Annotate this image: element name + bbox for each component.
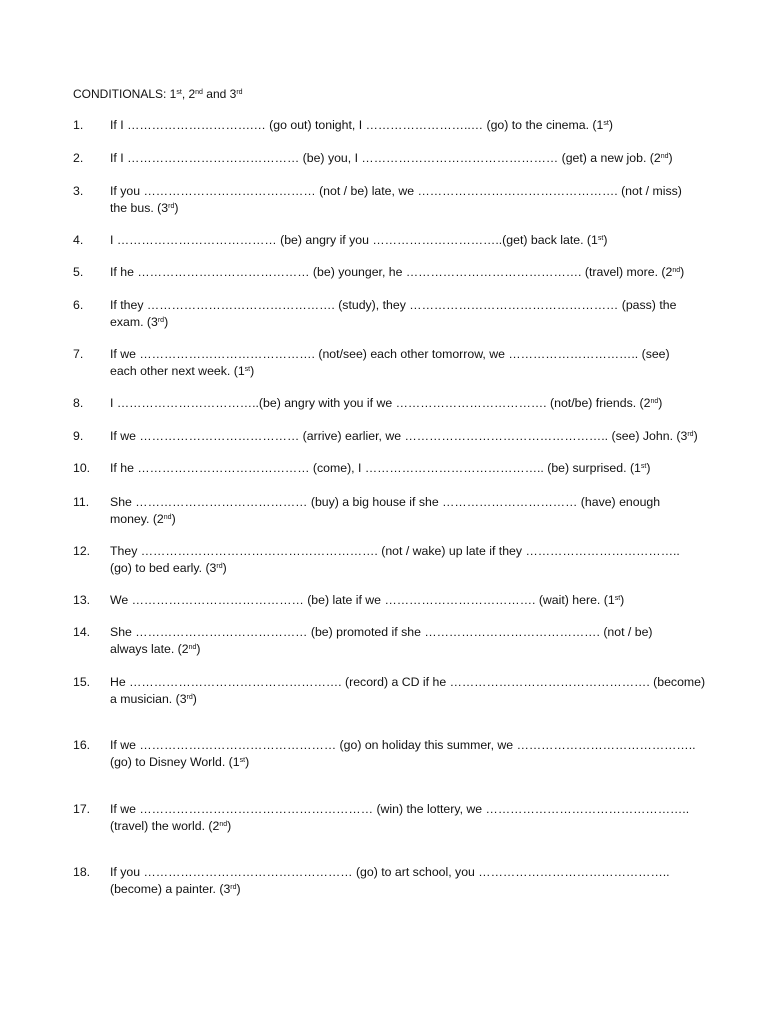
exercise-line1-text: I ………………………………… (be) angry if you …………………………..(get) back late. (1 [110,233,598,247]
exercise-sentence [110,592,670,609]
exercise-line1-conditional-type: st [603,120,609,127]
exercise-number: 18. [73,865,91,879]
exercise-sentence [110,674,706,707]
exercise-line2-close-paren: ) [164,314,169,329]
exercise-sentence [110,494,670,527]
exercise-line2 [110,881,670,898]
exercise-line1 [110,737,696,754]
exercise-sentence [110,428,698,445]
exercise-sentence [110,737,696,770]
exercise-line2-close-paren: ) [171,511,176,526]
exercise-sentence [110,460,670,477]
exercise-line1 [110,232,670,249]
exercise-line1-conditional-type: st [614,595,621,602]
exercise-sentence [110,117,670,134]
exercise-line1-text: They …………………………………………………. (not / wake) up late if they ……………………………….. [110,544,680,558]
exercise-line2 [110,818,670,835]
exercise-number: 1. [73,118,84,132]
exercise-line2-conditional-type: rd [216,562,223,570]
exercise-sentence [110,864,670,897]
exercise-line2-text: the bus. (3 [110,200,169,215]
exercise-number: 3. [73,184,84,198]
exercise-line1 [110,864,670,881]
exercise-line2-conditional-type: nd [219,820,228,828]
exercise-line2-close-paren: ) [236,881,241,896]
exercise-line1-close-paren: ) [658,396,663,410]
exercise-line2-close-paren: ) [245,754,250,769]
exercise-number: 12. [73,544,91,558]
exercise-line1-close-paren: ) [668,151,673,165]
exercise-line1-text: She …………………………………… (be) promoted if she ……………………………………. (not / be) [110,625,653,639]
exercise-line2-text: (go) to bed early. (3 [110,560,217,575]
exercise-line2 [110,641,670,658]
exercise-line2-text: (go) to Disney World. (1 [110,754,240,769]
exercise-number: 10. [73,461,91,475]
exercise-line2-text: exam. (3 [110,314,158,329]
exercise-line2 [110,314,670,331]
exercise-line1 [110,297,677,314]
title-text-mid-2: and 3 [202,87,237,101]
exercise-line2 [110,363,670,380]
exercise-sentence [110,624,670,657]
exercise-number: 6. [73,298,84,312]
exercise-line1 [110,183,682,200]
exercise-number: 14. [73,625,91,639]
exercise-line2-text: each other next week. (1 [110,363,245,378]
exercise-line1 [110,150,673,167]
exercise-line1 [110,674,706,691]
exercise-sentence [110,543,680,576]
exercise-sentence [110,395,670,412]
exercise-line2-text: a musician. (3 [110,691,187,706]
exercise-line1 [110,460,670,477]
exercise-line1-text: If he …………………………………… (come), I …………………………………….. (be) surprised. (1 [110,461,641,475]
exercise-line1-text: If we ……………………………………. (not/see) each other tomorrow, we ………………………….. (see) [110,347,670,361]
exercise-line1-close-paren: ) [693,429,698,443]
exercise-line2-conditional-type: rd [168,202,175,210]
exercise-number: 7. [73,347,84,361]
exercise-line1 [110,624,670,641]
exercise-line2-text: always late. (2 [110,641,189,656]
exercise-line1 [110,801,690,818]
exercise-line1-text: If I ………………………….… (go out) tonight, I ……………………..… (go) to the cinema. (1 [110,118,604,132]
exercise-number: 16. [73,738,91,752]
exercise-line2-conditional-type: st [244,365,251,373]
exercise-line1-text: If I …………………………………… (be) you, I ………………………………………… (get) a new job. (2 [110,151,661,165]
exercise-line1-conditional-type: st [640,463,647,470]
exercise-line1 [110,395,670,412]
exercise-sentence [110,150,673,167]
exercise-line1-text: If we ………………………………… (arrive) earlier, we ………………………………………….. (see) John. (3 [110,429,688,443]
exercise-line2 [110,754,670,771]
exercise-line2-conditional-type: rd [230,883,237,891]
exercise-sentence [110,297,677,330]
exercise-sentence [110,232,670,249]
exercise-line2-conditional-type: rd [157,316,165,324]
exercise-line2-conditional-type: nd [188,643,197,651]
title-sup-3: rd [236,89,243,96]
exercise-number: 11. [73,495,90,509]
exercise-sentence [110,346,670,379]
exercise-line2 [110,200,670,217]
exercise-line1-text: I ……………………………..(be) angry with you if we ………………………………. (not/be) friends. (2 [110,396,651,410]
exercise-line1-close-paren: ) [680,265,685,279]
exercise-line1-close-paren: ) [603,233,608,247]
exercise-line1-conditional-type: st [597,235,604,242]
exercise-number: 17. [73,802,91,816]
exercise-sentence [110,183,682,216]
exercise-line1-close-paren: ) [620,593,625,607]
exercise-line1 [110,117,670,134]
title-sup-1: st [176,89,182,96]
exercise-line1-conditional-type: rd [687,431,694,438]
exercise-line1-conditional-type: nd [660,153,669,160]
exercise-line1-text: If we ………………………………………………… (win) the lottery, we ………………………………………….. [110,802,690,816]
exercise-line2-close-paren: ) [227,818,232,833]
exercise-number: 2. [73,151,84,165]
title-sup-2: nd [195,89,203,96]
exercise-line1-text: He ……………………………………………. (record) a CD if he …………………………………………. (become) [110,675,706,689]
exercise-line2 [110,560,670,577]
worksheet-title [73,86,243,102]
exercise-number: 15. [73,675,91,689]
exercise-line1 [110,346,670,363]
exercise-line2 [110,511,670,528]
exercise-line2-close-paren: ) [174,200,179,215]
exercise-number: 5. [73,265,84,279]
exercise-sentence [110,801,690,834]
exercise-line1-text: If you …………………………………………… (go) to art school, you ……………………………………….. [110,865,670,879]
exercise-line1-text: She …………………………………… (buy) a big house if she …………………………… (have) enough [110,495,661,509]
title-text-mid-1: , 2 [181,87,196,101]
exercise-line1-text: If we ………………………………………… (go) on holiday this summer, we …………………………………….. [110,738,696,752]
exercise-line2-text: money. (2 [110,511,164,526]
exercise-line2-text: (travel) the world. (2 [110,818,220,833]
exercise-line1 [110,543,680,560]
exercise-line2-conditional-type: rd [186,693,193,701]
exercise-number: 9. [73,429,84,443]
title-text-start: CONDITIONALS: 1 [73,87,177,101]
exercise-line1 [110,264,685,281]
exercise-line1-text: If they ………………………………………. (study), they …………………………………………… (pass) the [110,298,677,312]
exercise-line1-text: If you …………………………………… (not / be) late, we …………………………………………. (not / miss) [110,184,682,198]
exercise-number: 4. [73,233,84,247]
exercise-line2-close-paren: ) [192,691,197,706]
exercise-line1-close-paren: ) [608,118,613,132]
exercise-line2-conditional-type: nd [163,513,172,521]
exercise-line1 [110,592,670,609]
exercise-line1 [110,494,670,511]
exercise-sentence [110,264,685,281]
exercise-line2-close-paren: ) [250,363,255,378]
exercise-number: 13. [73,593,91,607]
exercise-line1-conditional-type: nd [650,398,659,405]
exercise-line1 [110,428,698,445]
exercise-line1-close-paren: ) [646,461,651,475]
exercise-line2-text: (become) a painter. (3 [110,881,231,896]
exercise-number: 8. [73,396,84,410]
exercise-line1-text: We …………………………………… (be) late if we ………………………………. (wait) here. (1 [110,593,615,607]
exercise-line2 [110,691,670,708]
exercise-line2-close-paren: ) [222,560,227,575]
exercise-line2-conditional-type: st [239,756,246,764]
exercise-line1-conditional-type: nd [672,267,681,274]
exercise-line1-text: If he …………………………………… (be) younger, he ……………………………………. (travel) more. (2 [110,265,673,279]
exercise-line2-close-paren: ) [196,641,201,656]
